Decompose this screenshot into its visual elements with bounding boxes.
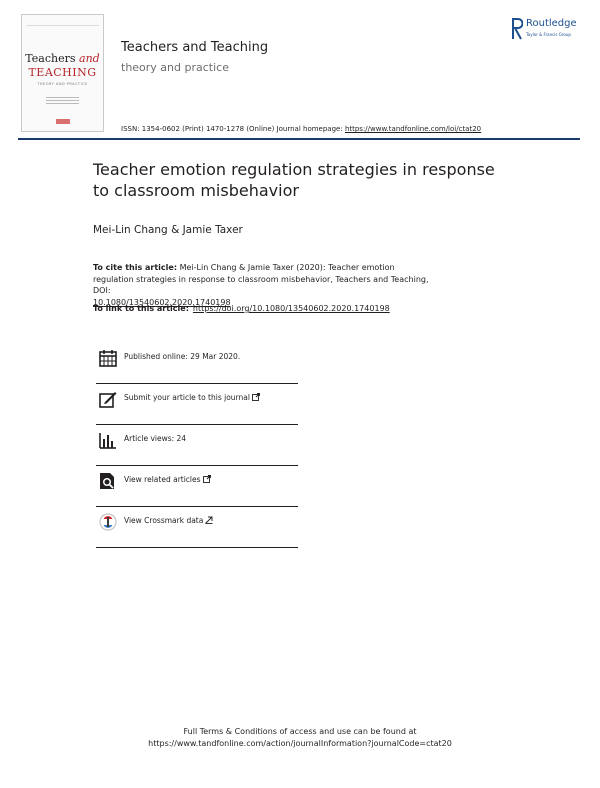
crossmark-link[interactable]: View Crossmark data	[124, 516, 213, 525]
submit-article-link[interactable]: Submit your article to this journal	[124, 393, 260, 402]
published-online-row	[96, 342, 298, 384]
journal-title: Teachers and Teaching	[121, 40, 269, 55]
citation-label: To cite this article:	[93, 263, 178, 272]
footer	[0, 726, 600, 749]
header-rule	[18, 138, 580, 140]
citation-text: Mei-Lin Chang & Jamie Taxer (2020): Teacher emotion regulation strategies in response to classroom misbehavior, Teachers and Teaching, DOI:	[93, 263, 429, 295]
article-title-line1: Teacher emotion regulation strategies in response	[93, 160, 495, 179]
calendar-icon	[99, 349, 117, 367]
cover-title-line1: Teachers and	[25, 52, 100, 65]
edit-pencil-icon	[99, 390, 117, 408]
cover-band	[26, 19, 99, 26]
footer-terms-link[interactable]: https://www.tandfonline.com/action/journalInformation?journalCode=ctat20	[148, 738, 452, 748]
article-views-text: Article views: 24	[124, 434, 187, 443]
related-articles-row[interactable]	[96, 465, 298, 507]
external-link-icon	[203, 475, 211, 483]
article-title	[93, 159, 533, 201]
bar-chart-icon	[99, 431, 117, 449]
external-link-icon	[205, 516, 213, 524]
crossmark-row[interactable]	[96, 506, 298, 548]
cover-text-lines	[46, 97, 79, 109]
journal-subtitle: theory and practice	[121, 61, 229, 74]
document-search-icon	[99, 472, 117, 490]
submit-article-row[interactable]	[96, 383, 298, 425]
cover-title-line2: TEACHING	[28, 66, 97, 79]
issn-line	[121, 125, 481, 133]
citation-block	[93, 262, 433, 308]
published-online-text: Published online: 29 Mar 2020.	[124, 352, 241, 361]
journal-homepage-link[interactable]: https://www.tandfonline.com/loi/ctat20	[344, 125, 482, 133]
external-link-icon	[252, 393, 260, 401]
publisher-logo	[512, 18, 592, 42]
article-link-label: To link to this article:	[93, 304, 189, 313]
cover-subtitle: THEORY AND PRACTICE	[37, 82, 88, 86]
routledge-r-icon	[512, 18, 523, 40]
related-articles-link[interactable]: View related articles	[124, 475, 211, 484]
article-doi-url[interactable]: https://doi.org/10.1080/13540602.2020.1740198	[192, 304, 390, 313]
crossmark-icon	[99, 513, 117, 531]
article-link-line	[93, 304, 390, 313]
article-title-line2: to classroom misbehavior	[93, 181, 299, 200]
article-authors: Mei-Lin Chang & Jamie Taxer	[93, 224, 243, 236]
citation-doi-link[interactable]: 10.1080/13540602.2020.1740198	[93, 297, 231, 307]
article-views-row	[96, 424, 298, 466]
footer-line1: Full Terms & Conditions of access and use can be found at	[183, 727, 417, 736]
cover-publisher-logo	[56, 119, 70, 124]
publisher-name: Routledge	[526, 18, 577, 29]
publisher-tagline: Taylor & Francis Group	[526, 32, 571, 37]
issn-text: ISSN: 1354-0602 (Print) 1470-1278 (Online) Journal homepage:	[121, 125, 345, 133]
journal-cover	[21, 14, 104, 132]
